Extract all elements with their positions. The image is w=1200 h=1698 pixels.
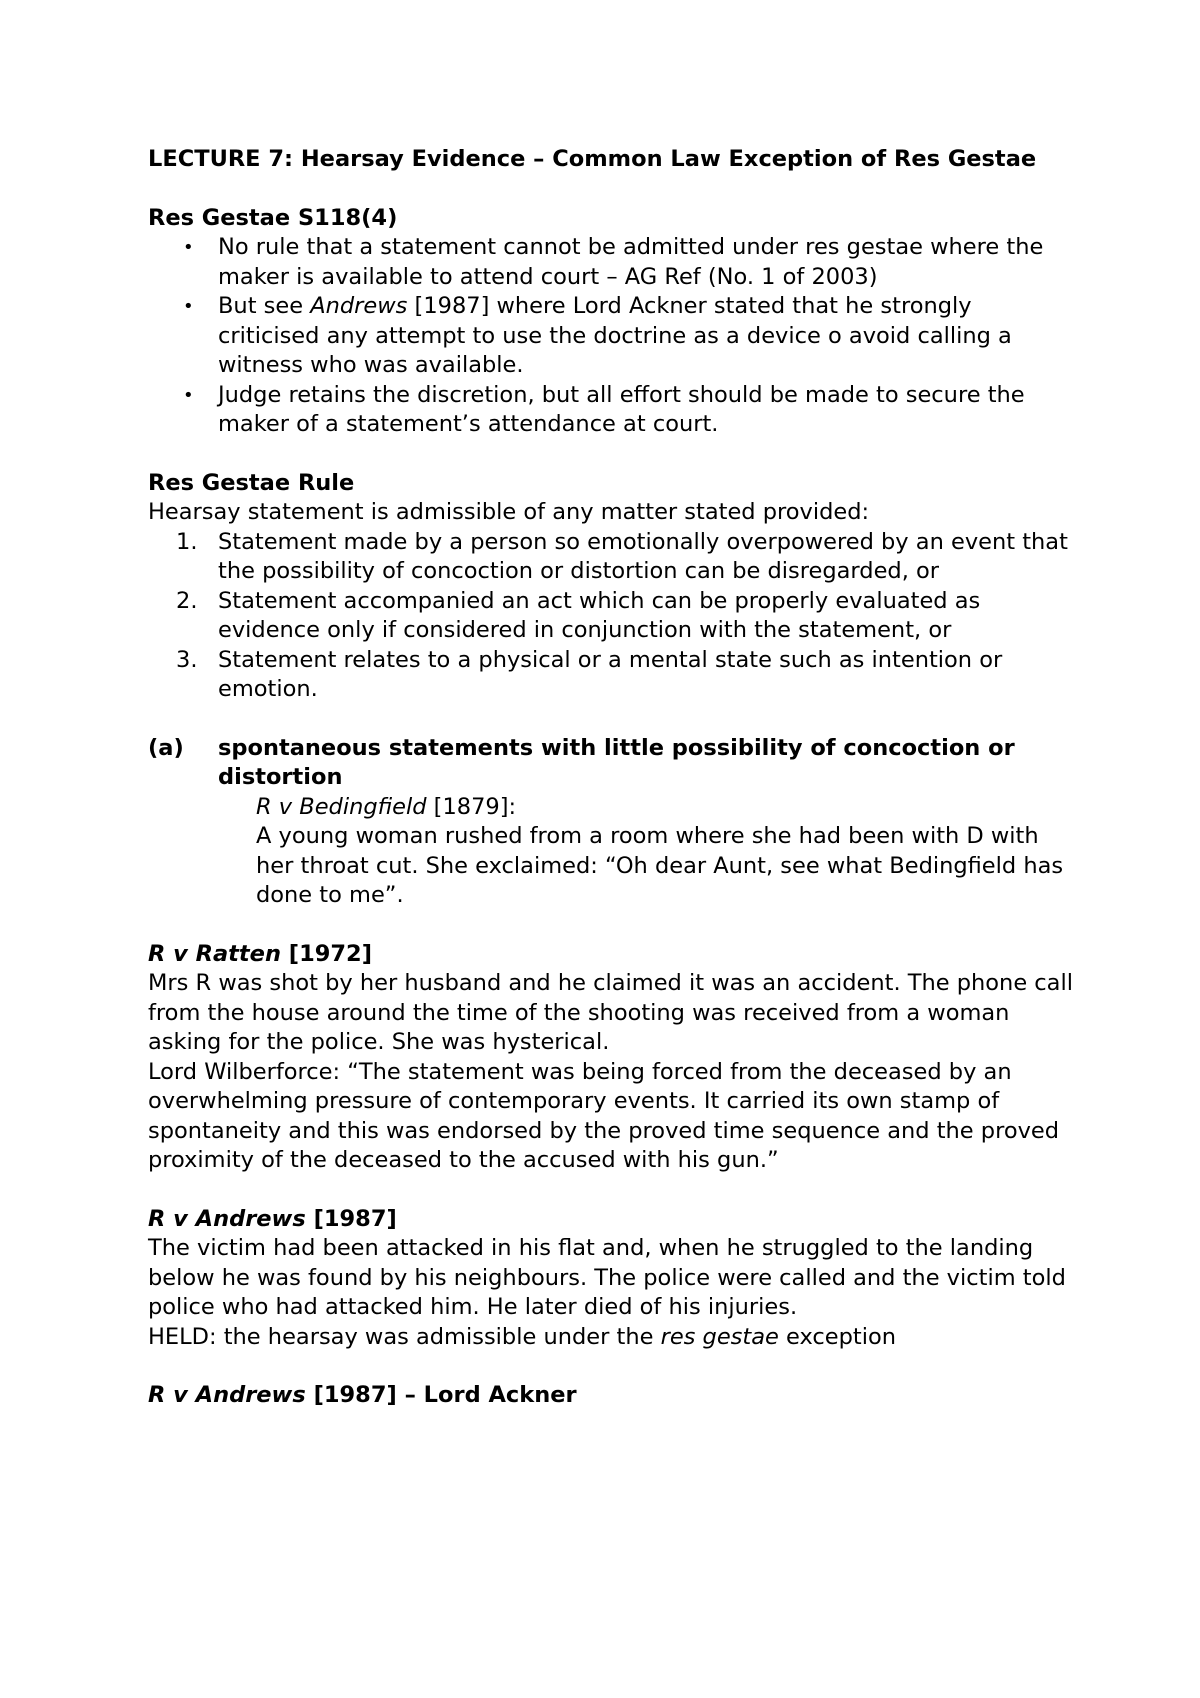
list-number: 3.	[176, 646, 198, 673]
rule-intro: Hearsay statement is admissible of any matter stated provided:	[148, 499, 870, 525]
list-number: 1.	[176, 528, 198, 555]
subsection-a	[148, 734, 1080, 911]
numbered-list	[148, 528, 1080, 705]
list-text: Statement made by a person so emotionally overpowered by an event that the possibility of concoction or distortion can be disregarded, or	[218, 528, 1068, 584]
case-name: R v Bedingfield	[256, 793, 427, 820]
list-text: Statement accompanied an act which can be properly evaluated as evidence only if considered in conjunction with the statement, or	[218, 587, 981, 643]
list-item: • No rule that a statement cannot be admitted under res gestae where the maker is available to attend court – AG Ref (No. 1 of 2003)	[218, 233, 1080, 292]
case-facts: A young woman rushed from a room where she had been with D with her throat cut. She exclaimed: “Oh dear Aunt, see what Bedingfield has done to me”.	[256, 823, 1064, 908]
list-item	[176, 646, 1080, 705]
case-name: R v Andrews	[148, 1205, 306, 1232]
case-year: [1879]:	[426, 793, 517, 820]
case-heading	[148, 940, 1080, 970]
case-quote: Lord Wilberforce: “The statement was being forced from the deceased by an overwhelming pressure of contemporary events. It carried its own stamp of spontaneity and this was endorsed by the proved time sequence and the proved proximity of the deceased to the accused with his gun.”	[148, 1058, 1060, 1173]
case-rest: [1987] – Lord Ackner	[305, 1382, 577, 1408]
case-facts: The victim had been attacked in his flat and, when he struggled to the landing below he was found by his neighbours. The police were called and the victim told police who had attacked him. He later died of his injuries.	[148, 1235, 1066, 1320]
case-citation	[256, 793, 1080, 823]
case-heading	[148, 1205, 1080, 1235]
case-bedingfield	[218, 793, 1080, 911]
case-name: Andrews	[310, 293, 408, 319]
case-ratten	[148, 940, 1080, 1176]
list-text: Statement relates to a physical or a mental state such as intention or emotion.	[218, 646, 1003, 702]
section-heading-s118: Res Gestae S118(4)	[148, 204, 398, 231]
section-heading-rule: Res Gestae Rule	[148, 469, 355, 496]
subsection-heading: spontaneous statements with little possibility of concoction or distortion	[218, 734, 1015, 790]
list-item	[218, 292, 1080, 381]
list-item: • Judge retains the discretion, but all effort should be made to secure the maker of a statement’s attendance at court.	[218, 381, 1080, 440]
list-number: 2.	[176, 587, 198, 614]
list-item	[176, 528, 1080, 587]
case-andrews-ackner	[148, 1381, 1080, 1411]
text-run: [1987] where Lord Ackner stated that he strongly criticised any attempt to use the doctrine as a device o avoid calling a witness who was available.	[218, 293, 1012, 378]
section-s118	[148, 204, 1080, 440]
list-item	[176, 587, 1080, 646]
case-year: [1987]	[305, 1205, 397, 1232]
text-run: But see	[218, 293, 311, 319]
page-title: LECTURE 7: Hearsay Evidence – Common Law Exception of Res Gestae	[148, 146, 1037, 172]
text-run: exception	[778, 1323, 896, 1350]
case-heading	[148, 1381, 1080, 1411]
case-held	[148, 1323, 1080, 1353]
case-name: R v Ratten	[148, 940, 281, 967]
case-facts: Mrs R was shot by her husband and he claimed it was an accident. The phone call from the house around the time of the shooting was received from a woman asking for the police. She was hysterical.	[148, 970, 1073, 1055]
text-run: HELD: the hearsay was admissible under the	[148, 1323, 661, 1350]
case-name: R v Andrews	[148, 1382, 306, 1408]
case-year: [1972]	[280, 940, 372, 967]
text-run: res gestae	[660, 1323, 779, 1350]
subsection-label: (a)	[148, 734, 184, 761]
case-andrews	[148, 1205, 1080, 1353]
bullet-list	[148, 233, 1080, 440]
section-rule	[148, 469, 1080, 705]
